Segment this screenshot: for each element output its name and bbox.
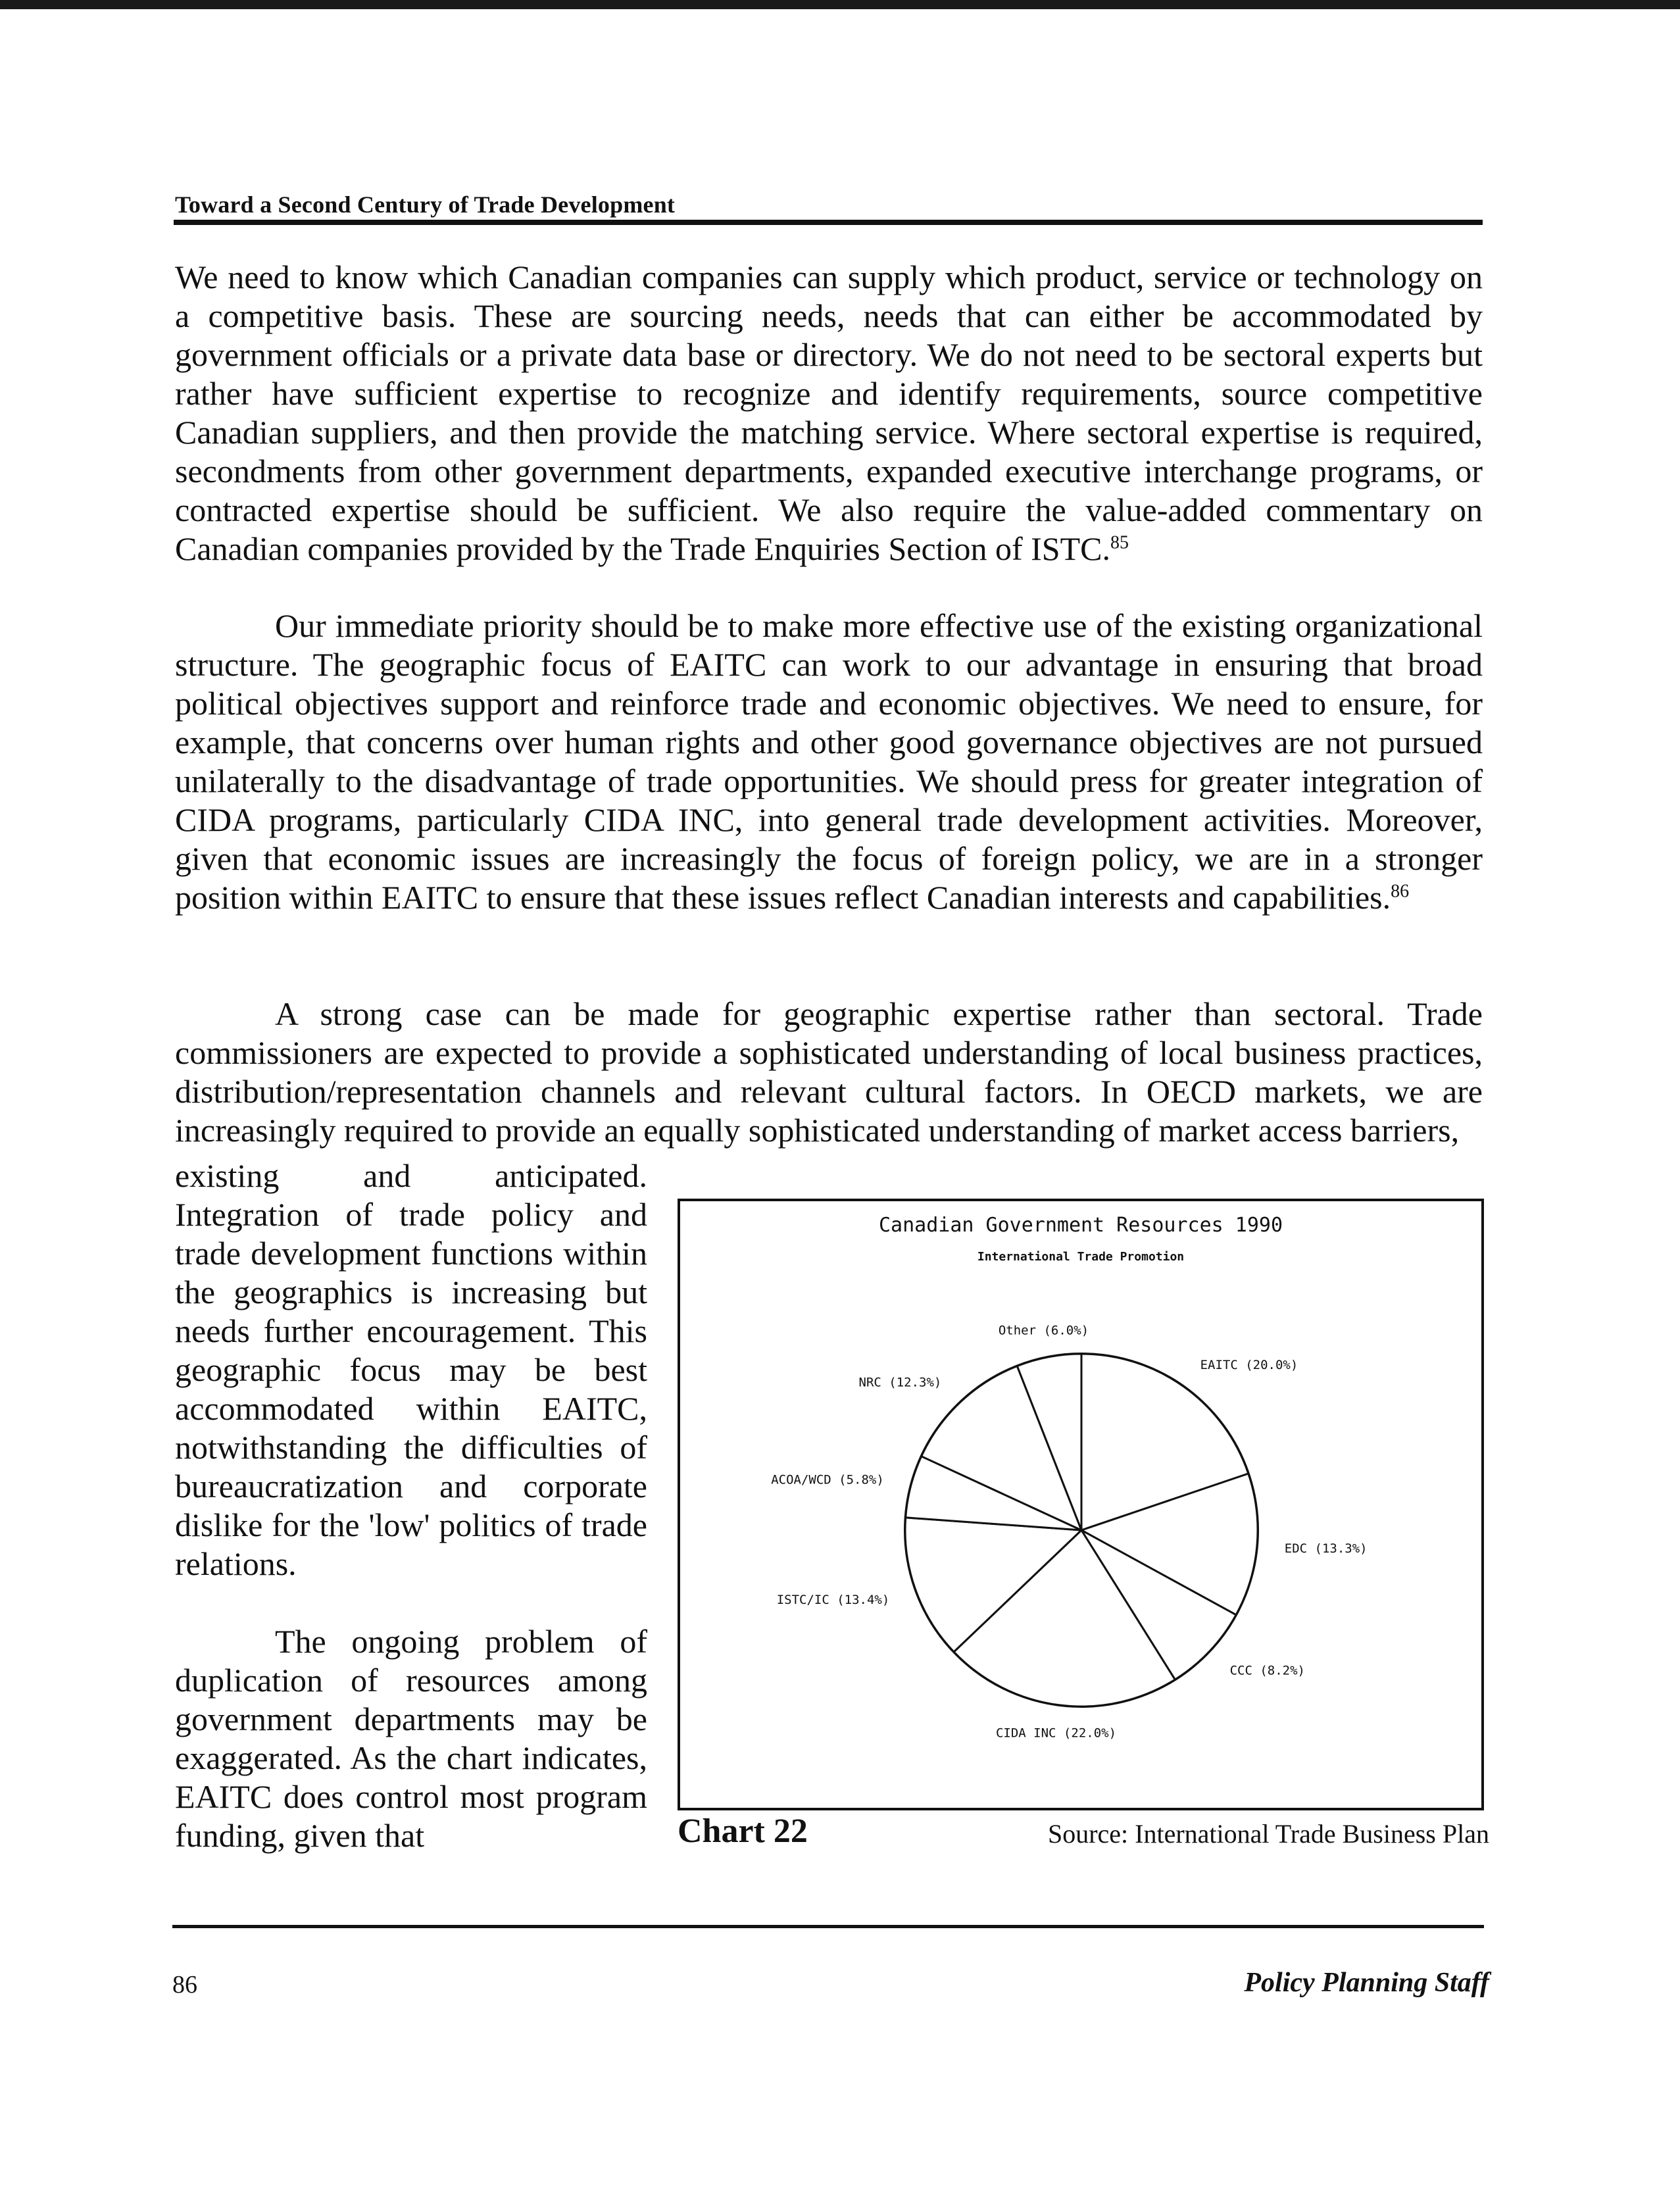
paragraph-3: A strong case can be made for geographic expertise rather than sectoral. Trade commissioners are expected to provide a sophisticated understanding of local business practices, distribution/representation channels and relevant cultural factors. In OECD markets, we are increasingly required to provide an equally sophisticated understanding of market access barriers, bbox=[175, 995, 1483, 1149]
wrapped-text-column bbox=[175, 1157, 647, 1855]
paragraph-2-text: Our immediate priority should be to make more effective use of the existing organizational structure. The geographic focus of EAITC can work to our advantage in ensuring that broad political objectives support and reinforce trade and economic objectives. We need to ensure, for example, that concerns over human rights and other good governance objectives are not pursued unilaterally to the disadvantage of trade opportunities. We should press for greater integration of CIDA programs, particularly CIDA INC, into general trade development activities. Moreover, given that economic issues are increasingly the focus of foreign policy, we are in a stronger position within EAITC to ensure that these issues reflect Canadian interests and capabilities. bbox=[175, 607, 1483, 916]
pie-chart bbox=[680, 1201, 1481, 1808]
chart-caption: Chart 22 bbox=[678, 1812, 808, 1850]
running-title: Toward a Second Century of Trade Development bbox=[175, 191, 676, 218]
slice-label: ACOA/WCD (5.8%) bbox=[771, 1472, 884, 1487]
paragraph-4: The ongoing problem of duplication of resources among government departments may be exaggerated. As the chart indicates, EAITC does control most program funding, given that bbox=[175, 1623, 647, 1854]
slice-label: EDC (13.3%) bbox=[1284, 1541, 1368, 1556]
paragraph-1-text: We need to know which Canadian companies can supply which product, service or technology on a competitive basis. These are sourcing needs, needs that can either be accommodated by government officials or a private data base or directory. We do not need to be sectoral experts but rather have sufficient expertise to recognize and identify requirements, source competitive Canadian suppliers, and then provide the matching service. Where sectoral expertise is required, secondments from other government departments, expanded executive interchange programs, or contracted expertise should be sufficient. We also require the value-added commentary on Canadian companies provided by the Trade Enquiries Section of ISTC. bbox=[175, 259, 1483, 567]
footnote-ref-86: 86 bbox=[1391, 881, 1410, 902]
slice-label: EAITC (20.0%) bbox=[1200, 1358, 1298, 1373]
scan-edge-bar bbox=[0, 0, 1680, 9]
page-number: 86 bbox=[172, 1971, 197, 1999]
header-rule bbox=[174, 220, 1483, 225]
paragraph-3-continued: existing and anticipated. Integration of trade policy and trade development functions within the geographics is increasing but needs further encouragement. This geographic focus may be best accommodated within EAITC, notwithstanding the difficulties of bureaucratization and corporate dislike for the 'low' politics of trade relations. bbox=[175, 1157, 647, 1582]
chart-source: Source: International Trade Business Plan bbox=[1047, 1819, 1489, 1849]
slice-label: CIDA INC (22.0%) bbox=[995, 1726, 1117, 1741]
slice-label: CCC (8.2%) bbox=[1229, 1663, 1305, 1678]
paragraph-2 bbox=[175, 607, 1483, 917]
slice-label: ISTC/IC (13.4%) bbox=[776, 1592, 890, 1607]
footnote-ref-85: 85 bbox=[1110, 532, 1129, 553]
chart-subtitle: International Trade Promotion bbox=[977, 1250, 1185, 1264]
chart-title: Canadian Government Resources 1990 bbox=[878, 1214, 1283, 1237]
pie-chart-frame bbox=[678, 1199, 1484, 1810]
footer-rule bbox=[172, 1925, 1484, 1928]
slice-label: Other (6.0%) bbox=[998, 1323, 1089, 1338]
slice-label: NRC (12.3%) bbox=[858, 1375, 942, 1390]
publisher-name: Policy Planning Staff bbox=[1244, 1968, 1489, 1998]
paragraph-1 bbox=[175, 258, 1483, 568]
